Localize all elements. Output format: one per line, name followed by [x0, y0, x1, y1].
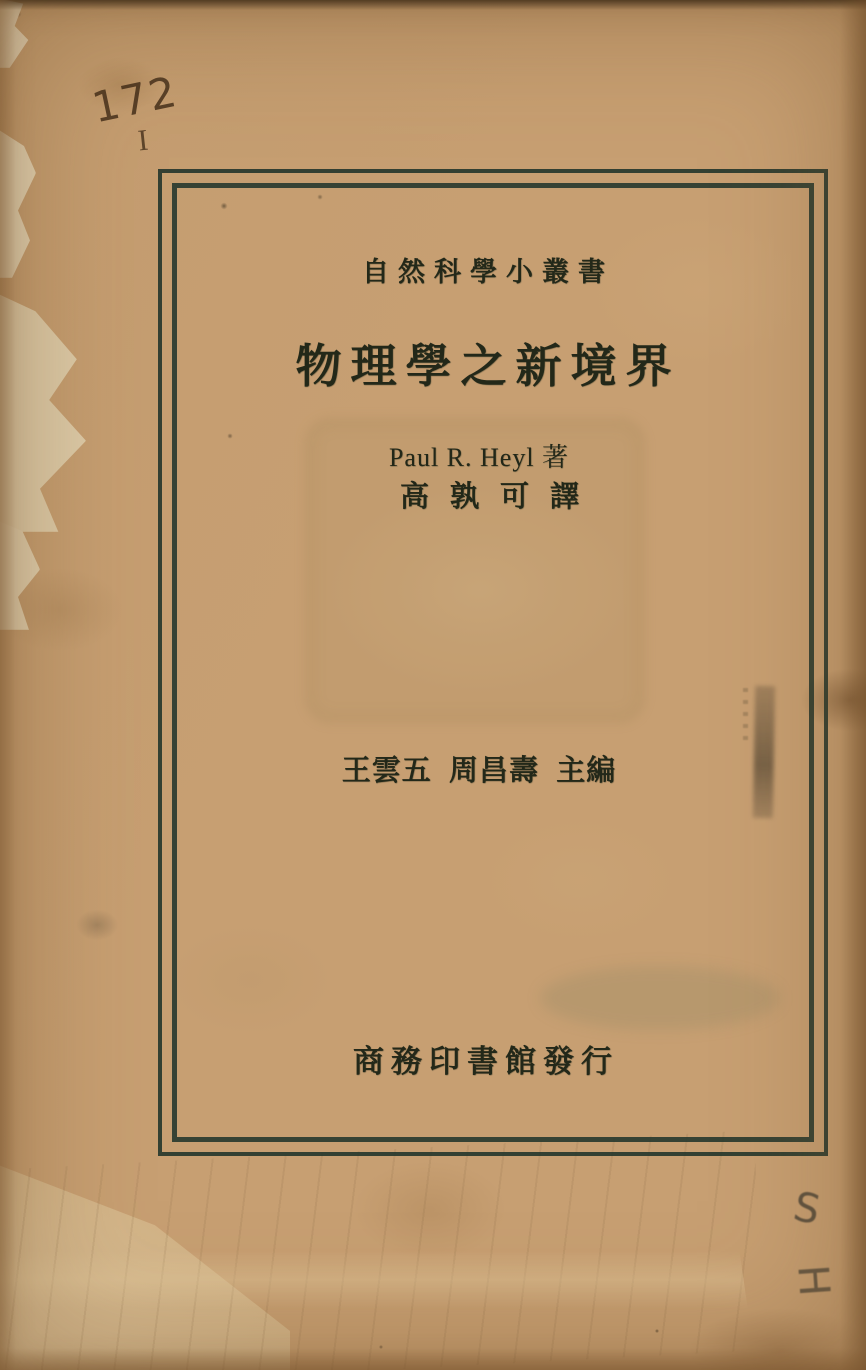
- publisher-line: 商務印書館發行: [353, 1044, 619, 1079]
- translator-line: 高孰可譯: [399, 481, 600, 513]
- handwritten-mark-h: H: [788, 1263, 840, 1298]
- handwritten-shelf-letter: I: [136, 123, 150, 158]
- left-edge-shadow: [0, 0, 16, 1370]
- bottom-edge-shadow: [0, 1348, 866, 1370]
- handwritten-mark-s: S: [789, 1183, 824, 1235]
- editors-line: 王雲五 周昌壽 主編: [341, 755, 617, 787]
- top-edge-shadow: [0, 0, 866, 10]
- cover-border-outer: [158, 169, 828, 1156]
- cover-border-inner: [172, 183, 814, 1142]
- handwritten-shelf-mark: 172: [87, 66, 183, 133]
- author-line: Paul R. Heyl 著: [388, 443, 570, 472]
- series-title: 自然科學小叢書: [362, 257, 614, 287]
- book-title: 物理學之新境界: [295, 341, 681, 392]
- right-edge-shadow: [840, 0, 866, 1370]
